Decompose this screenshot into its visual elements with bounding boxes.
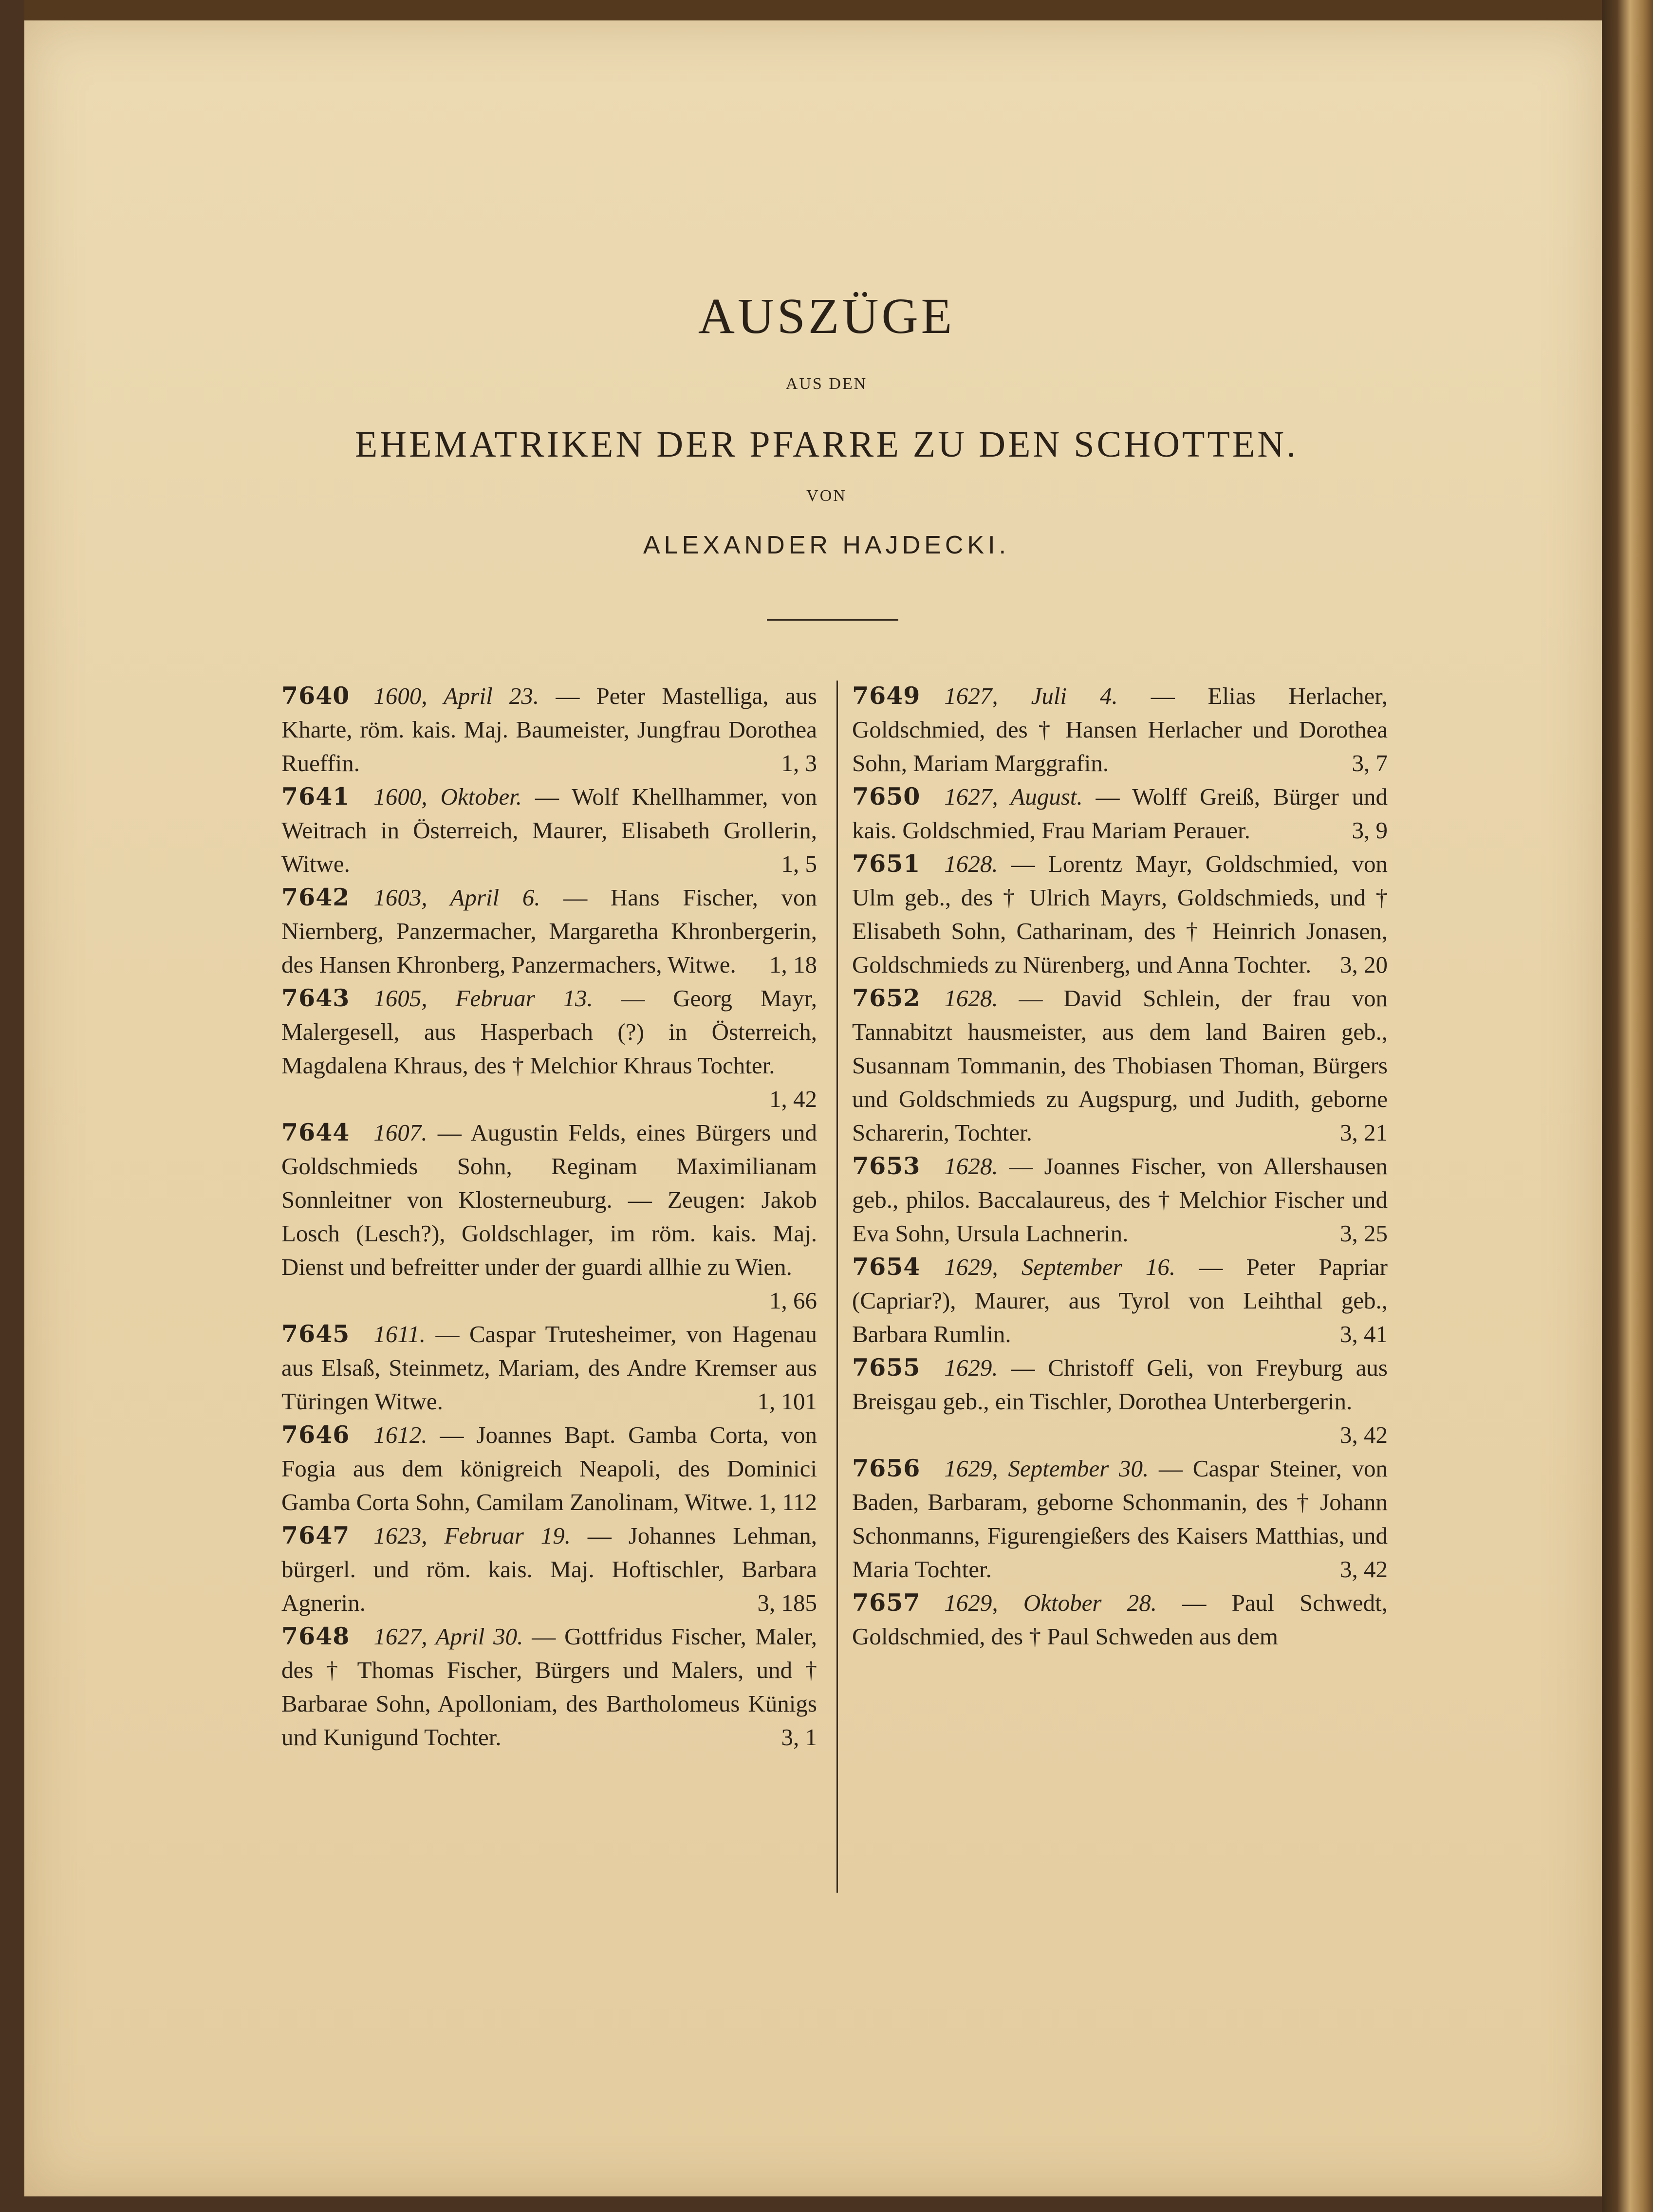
register-entry bbox=[852, 1452, 1388, 1586]
register-entry bbox=[852, 1586, 1388, 1653]
entry-text: — Peter Papriar (Capriar?), Maurer, aus Tyrol von Leihthal geb., Barbara Rumlin. bbox=[852, 1253, 1388, 1347]
entry-reference: 1, 5 bbox=[781, 850, 817, 877]
entry-date: 1628. bbox=[944, 1153, 998, 1180]
column-divider bbox=[836, 681, 838, 1893]
entry-number: 7650 bbox=[852, 782, 921, 811]
entry-number: 7642 bbox=[281, 883, 350, 911]
entry-text: — Peter Mastelliga, aus Kharte, röm. kais. Maj. Baumeister, Jungfrau Dorothea Rueffin. bbox=[281, 682, 817, 776]
entry-date: 1629, Oktober 28. bbox=[944, 1589, 1157, 1616]
entry-reference: 1, 18 bbox=[769, 951, 817, 978]
register-entry bbox=[852, 1250, 1388, 1351]
entry-number: 7646 bbox=[281, 1420, 350, 1449]
entry-text: — Augustin Felds, eines Bürgers und Goldschmieds Sohn, Reginam Maximilianam Sonnleitner von Klosterneuburg. — Zeugen: Jakob Losch (Lesch?), Goldschlager, im röm. kais. Maj. Dienst und befreitter under der guardi allhie zu Wien. bbox=[281, 1119, 817, 1280]
entry-text: — Wolf Khellhammer, von Weitrach in Österreich, Maurer, Elisabeth Grollerin, Witwe. bbox=[281, 783, 817, 877]
left-column bbox=[281, 679, 817, 1754]
register-entry bbox=[852, 1351, 1388, 1452]
register-entry bbox=[281, 1418, 817, 1519]
entry-date: 1603, April 6. bbox=[373, 884, 540, 911]
register-entry bbox=[281, 1519, 817, 1620]
entry-number: 7655 bbox=[852, 1353, 921, 1382]
entry-number: 7647 bbox=[281, 1521, 350, 1549]
entry-date: 1623, Februar 19. bbox=[373, 1522, 571, 1549]
entry-number: 7641 bbox=[281, 782, 350, 811]
entry-reference: 3, 25 bbox=[1340, 1220, 1388, 1247]
entry-date: 1629. bbox=[944, 1354, 998, 1381]
entry-text: — Caspar Trutesheimer, von Hagenau aus Elsaß, Steinmetz, Mariam, des Andre Kremser aus Türingen Witwe. bbox=[281, 1321, 817, 1415]
entry-reference: 3, 185 bbox=[757, 1589, 817, 1616]
register-entry bbox=[281, 1317, 817, 1418]
entry-date: 1627, August. bbox=[944, 783, 1083, 810]
entry-date: 1627, Juli 4. bbox=[944, 682, 1118, 709]
entry-number: 7652 bbox=[852, 984, 921, 1012]
entry-text: — Lorentz Mayr, Goldschmied, von Ulm geb., des † Ulrich Mayrs, Goldschmieds, und † Elisabeth Sohn, Catharinam, des † Heinrich Jonasen, Goldschmieds zu Nürenberg, und Anna Tochter. bbox=[852, 850, 1388, 978]
entry-reference: 3, 20 bbox=[1340, 951, 1388, 978]
title-rule bbox=[767, 619, 898, 621]
scan-border-top bbox=[0, 0, 1653, 20]
entry-text: — Hans Fischer, von Niernberg, Panzermacher, Margaretha Khronbergerin, des Hansen Khronberg, Panzermachers, Witwe. bbox=[281, 884, 817, 978]
entry-text: — Gottfridus Fischer, Maler, des † Thomas Fischer, Bürgers und Malers, und † Barbarae Sohn, Apolloniam, des Bartholomeus Künigs und Kunigund Tochter. bbox=[281, 1623, 817, 1751]
entry-text: — Christoff Geli, von Freyburg aus Breisgau geb., ein Tischler, Dorothea Unterbergerin. bbox=[852, 1354, 1388, 1415]
entry-number: 7640 bbox=[281, 682, 350, 710]
entry-reference: 3, 21 bbox=[1340, 1119, 1388, 1146]
entry-date: 1607. bbox=[373, 1119, 427, 1146]
entry-reference: 3, 42 bbox=[1340, 1421, 1388, 1448]
entry-reference: 3, 42 bbox=[1340, 1556, 1388, 1583]
entry-reference: 1, 42 bbox=[769, 1086, 817, 1112]
entry-text: — Elias Herlacher, Goldschmied, des † Hansen Herlacher und Dorothea Sohn, Mariam Marggrafin. bbox=[852, 682, 1388, 776]
register-entry bbox=[852, 981, 1388, 1149]
entry-text: — Johannes Lehman, bürgerl. und röm. kais. Maj. Hoftischler, Barbara Agnerin. bbox=[281, 1522, 817, 1616]
entry-date: 1612. bbox=[373, 1421, 427, 1448]
entry-date: 1600, Oktober. bbox=[373, 783, 522, 810]
author-name: ALEXANDER HAJDECKI. bbox=[643, 531, 1010, 559]
entry-number: 7649 bbox=[852, 682, 921, 710]
register-entry bbox=[281, 1620, 817, 1754]
register-entry bbox=[852, 780, 1388, 847]
entry-number: 7657 bbox=[852, 1588, 921, 1617]
entry-number: 7644 bbox=[281, 1118, 350, 1146]
register-entry bbox=[852, 847, 1388, 981]
register-entry bbox=[281, 1116, 817, 1317]
entry-date: 1628. bbox=[944, 850, 998, 877]
entry-number: 7653 bbox=[852, 1152, 921, 1180]
entry-text: — Joannes Bapt. Gamba Corta, von Fogia aus dem königreich Neapoli, des Dominici Gamba Corta Sohn, Camilam Zanolinam, Witwe. bbox=[281, 1421, 817, 1515]
author-connector: VON bbox=[806, 487, 847, 505]
entry-text: — David Schlein, der frau von Tannabitzt hausmeister, aus dem land Bairen geb., Susannam Tommanin, des Thobiasen Thoman, Bürgers und Goldschmieds zu Augspurg, und Judith, geborne Scharerin, Tochter. bbox=[852, 985, 1388, 1146]
entry-text: — Joannes Fischer, von Allershausen geb., philos. Baccalaureus, des † Melchior Fischer und Eva Sohn, Ursula Lachnerin. bbox=[852, 1153, 1388, 1247]
register-entry bbox=[281, 679, 817, 780]
entry-date: 1629, September 30. bbox=[944, 1455, 1149, 1482]
entry-date: 1600, April 23. bbox=[373, 682, 539, 709]
entry-reference: 3, 9 bbox=[1352, 817, 1388, 844]
entry-text: — Paul Schwedt, Goldschmied, des † Paul Schweden aus dem bbox=[852, 1589, 1388, 1650]
entry-reference: 1, 66 bbox=[769, 1287, 817, 1314]
entry-reference: 3, 1 bbox=[781, 1724, 817, 1751]
title-connector: AUS DEN bbox=[785, 375, 868, 393]
register-entry bbox=[281, 881, 817, 981]
entry-date: 1611. bbox=[373, 1321, 426, 1347]
entry-number: 7654 bbox=[852, 1253, 921, 1281]
register-entry bbox=[852, 679, 1388, 780]
entry-date: 1628. bbox=[944, 985, 998, 1012]
entry-number: 7651 bbox=[852, 849, 921, 878]
entry-number: 7645 bbox=[281, 1320, 350, 1348]
entry-reference: 1, 112 bbox=[758, 1489, 817, 1515]
entry-text: — Georg Mayr, Malergesell, aus Hasperbach (?) in Österreich, Magdalena Khraus, des † Melchior Khraus Tochter. bbox=[281, 985, 817, 1079]
register-entry bbox=[852, 1149, 1388, 1250]
entry-date: 1605, Februar 13. bbox=[373, 985, 593, 1012]
scan-border-bottom bbox=[0, 2196, 1653, 2212]
entry-number: 7656 bbox=[852, 1454, 921, 1482]
entry-date: 1629, September 16. bbox=[944, 1253, 1176, 1280]
entry-reference: 1, 101 bbox=[757, 1388, 817, 1415]
register-entry bbox=[281, 780, 817, 881]
entry-reference: 3, 41 bbox=[1340, 1321, 1388, 1347]
page-title: AUSZÜGE bbox=[698, 288, 955, 344]
page-subtitle: EHEMATRIKEN DER PFARRE ZU DEN SCHOTTEN. bbox=[354, 424, 1299, 465]
entry-number: 7643 bbox=[281, 984, 350, 1012]
entry-date: 1627, April 30. bbox=[373, 1623, 523, 1650]
entry-number: 7648 bbox=[281, 1622, 350, 1650]
entry-reference: 3, 7 bbox=[1352, 750, 1388, 776]
entry-text: — Wolff Greiß, Bürger und kais. Goldschmied, Frau Mariam Perauer. bbox=[852, 783, 1388, 844]
right-column bbox=[852, 679, 1388, 1653]
register-entry bbox=[281, 981, 817, 1116]
entry-reference: 1, 3 bbox=[781, 750, 817, 776]
entry-text: — Caspar Steiner, von Baden, Barbaram, geborne Schonmanin, des † Johann Schonmanns, Figurengießers des Kaisers Matthias, und Maria Tochter. bbox=[852, 1455, 1388, 1583]
